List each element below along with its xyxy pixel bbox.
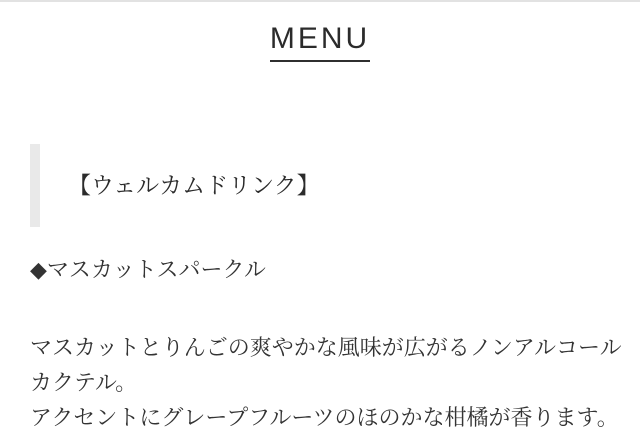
description-line: マスカットとりんごの爽やかな風味が広がるノンアルコール	[30, 335, 622, 361]
description-line: アクセントにグレープフルーツのほのかな柑橘が香ります。	[30, 405, 619, 431]
accent-bar	[30, 144, 40, 227]
page-title: MENU	[269, 22, 371, 55]
description-line: カクテル。	[30, 370, 138, 396]
section-heading	[30, 144, 610, 227]
menu-content	[0, 144, 640, 435]
menu-item-description	[30, 330, 622, 435]
title-underline	[270, 60, 370, 62]
page-header	[0, 2, 640, 62]
menu-item-name: ◆マスカットスパークル	[30, 257, 266, 283]
section-heading-label: 【ウェルカムドリンク】	[68, 172, 320, 199]
